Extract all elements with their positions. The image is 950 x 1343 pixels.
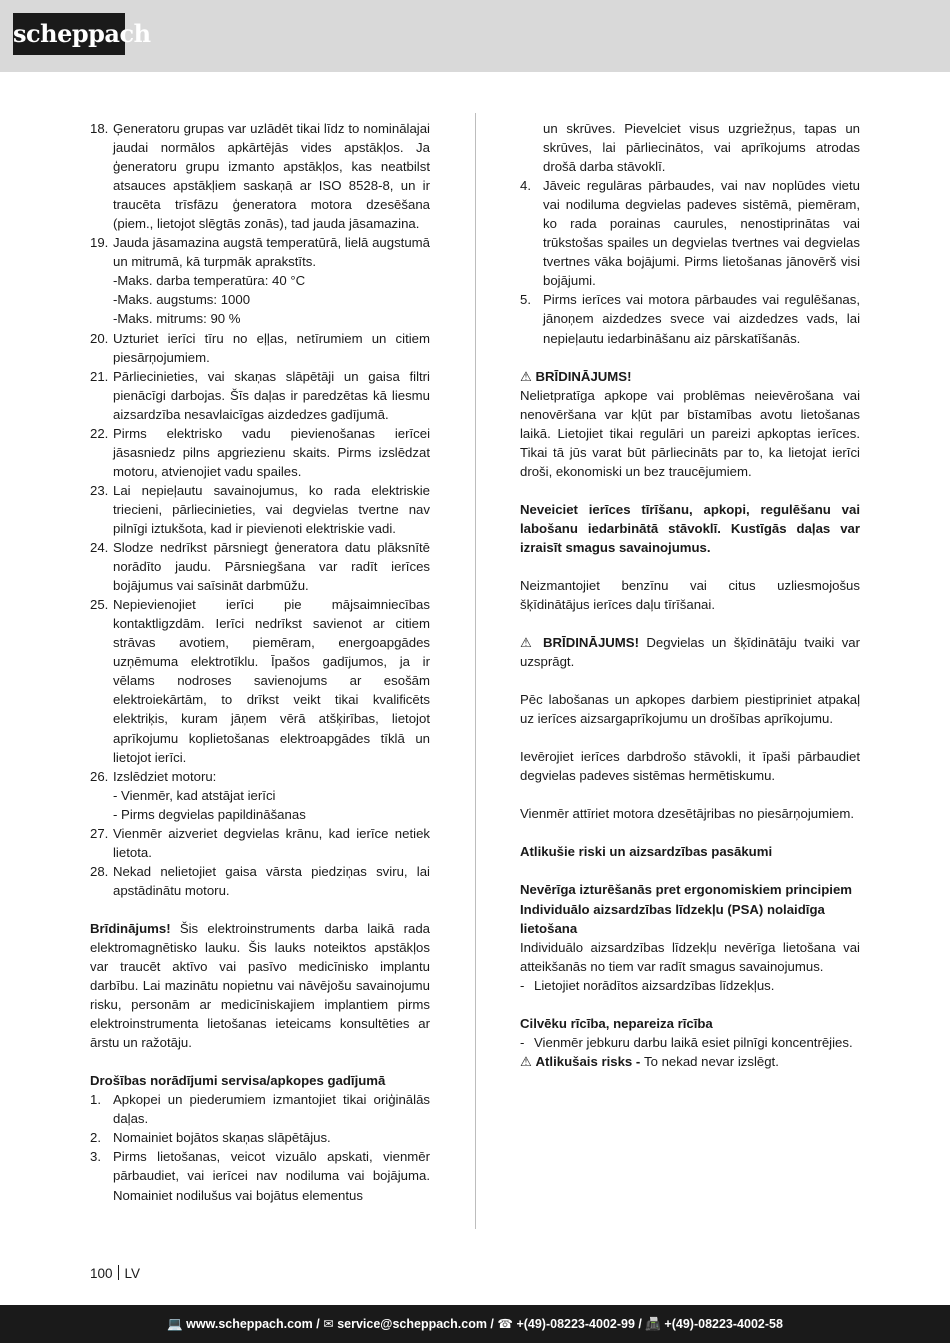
list-item-number: 22. — [90, 425, 109, 441]
list-item-number: 3. — [90, 1149, 101, 1165]
warning-text-2: Degvielas un šķīdinātāju tvaiki var uzsprāgt. — [520, 635, 861, 670]
service-list-continued — [520, 176, 860, 347]
list-item — [90, 1128, 430, 1147]
list-item-text: Lai nepieļautu savainojumus, ko rada elektriskie triecieni, pārliecinieties, vai degvielas tvertne nav pilnīgi iztukšota, kad ir pievienoti elektriskie vadi. — [113, 482, 430, 536]
service-list — [90, 1090, 430, 1204]
list-item — [90, 481, 430, 538]
header-bar — [0, 0, 950, 72]
footer-bar — [0, 1305, 950, 1343]
list-item-number: 24. — [90, 540, 109, 556]
warning-triangle-icon: ⚠ — [520, 368, 532, 384]
ergonomics-heading: Nevērīga izturēšanās pret ergonomiskiem principiem — [520, 882, 852, 898]
right-column — [520, 119, 860, 1071]
list-item-number: 27. — [90, 825, 109, 841]
ppe-bullet — [520, 976, 860, 995]
list-item-text: Slodze nedrīkst pārsniegt ģeneratora datu plāksnītē norādīto jaudu. Pārsniegšana var radīt ierīces bojājumus vai saīsināt darbmūžu. — [113, 540, 430, 594]
list-item-number: 25. — [90, 597, 109, 613]
warning-heading-1 — [520, 367, 860, 386]
list-item-text: Izslēdziet motoru: — [113, 768, 217, 784]
list-item — [90, 1090, 430, 1128]
ppe-text: Individuālo aizsardzības līdzekļu nevērīga lietošana vai atteikšanās no tiem var radīt smagus savainojumus. — [520, 939, 860, 974]
human-bullet — [520, 1033, 860, 1052]
list-item-text: Jāveic regulāras pārbaudes, vai nav noplūdes vietu vai nodiluma degvielas padeves sistēmā, piemēram, ko rada porainas caurules, nenostiprinātas vai trūkstošas spailes un degvielas tvertnes vai degvielas tvertnes vāka bojājumi. Pirms lietošanas jānovērš visi bojājumi. — [543, 178, 860, 289]
footer-website[interactable]: www.scheppach.com — [186, 1317, 313, 1331]
para-position: Ievērojiet ierīces darbdrošo stāvokli, it īpaši pārbaudiet degvielas padeves sistēmas hermētiskumu. — [520, 749, 860, 784]
human-behaviour-heading: Cilvēku rīcība, nepareiza rīcība — [520, 1015, 713, 1031]
emf-warning-label: Brīdinājums! — [90, 920, 171, 936]
service-item3-continued: un skrūves. Pievelciet visus uzgriežņus, tapas un skrūves, lai pārliecinātos, vai aprīkojums atrodas drošā darba stāvoklī. — [543, 121, 860, 175]
sub-list-item: -Maks. darba temperatūra: 40 °C — [113, 273, 306, 289]
list-item — [90, 767, 430, 786]
sub-list-item: -Maks. augstums: 1000 — [113, 292, 251, 308]
page-number — [90, 1265, 140, 1281]
list-item — [90, 233, 430, 271]
para-reattach: Pēc labošanas un apkopes darbiem piestipriniet atpakaļ uz ierīces aizsargaprīkojumu un drošības aprīkojumu. — [520, 692, 860, 727]
list-item-number: 4. — [520, 178, 531, 194]
list-item-text: Jauda jāsamazina augstā temperatūrā, lielā augstumā un mitrumā, kā turpmāk aprakstīts. — [113, 235, 430, 270]
emf-warning-text: Šis elektroinstruments darba laikā rada elektromagnētisko lauku. Šis lauks noteiktos apstākļos var traucēt aktīvo vai pasīvo medicīnisko implantu darbību. Lai mazinātu nopietnu vai nāvējošu savainojumu risku, personām ar medicīniskajiem implantiem pirms elektroinstrumenta lietošanas ieteicams konsultēties ar ārstu un ražotāju. — [90, 920, 430, 1051]
warning-triangle-icon: ⚠ — [520, 635, 536, 651]
list-item-text: Uzturiet ierīci tīru no eļļas, netīrumiem un citiem piesārņojumiem. — [113, 330, 430, 365]
list-item — [90, 119, 430, 233]
residual-risk-line — [520, 1052, 860, 1071]
ppe-bullet-text: Lietojiet norādītos aizsardzības līdzekļus. — [534, 977, 775, 993]
mail-icon: ✉ — [323, 1317, 334, 1331]
page-number-value: 100 — [90, 1266, 113, 1281]
list-item — [90, 824, 430, 862]
list-item — [90, 1147, 430, 1204]
safety-list-b — [90, 329, 430, 786]
list-item-text: Vienmēr aizveriet degvielas krānu, kad ierīce netiek lietota. — [113, 825, 430, 860]
bullet-marker: - — [520, 977, 525, 993]
warning-label-1: BRĪDINĀJUMS! — [535, 368, 632, 384]
footer-email[interactable]: service@scheppach.com — [337, 1317, 487, 1331]
list-item — [90, 862, 430, 900]
list-item-text: Pirms lietošanas, veicot vizuālo apskati, vienmēr pārbaudiet, vai ierīcei nav nodiluma vai bojājuma. Nomainiet nodilušus vai bojātus elementus — [113, 1149, 430, 1203]
list-item — [90, 538, 430, 595]
phone-icon: ☎ — [497, 1317, 513, 1331]
warning-2 — [520, 633, 860, 671]
safety-list-a — [90, 119, 430, 271]
list-item-text: Nekad nelietojiet gaisa vārsta piedziņas sviru, lai apstādinātu motoru. — [113, 863, 430, 898]
emf-warning — [90, 919, 430, 1052]
list-item — [520, 176, 860, 290]
residual-risk-label: Atlikušais risks - — [535, 1053, 644, 1069]
para-clean: Vienmēr attīriet motora dzesētājribas no piesārņojumiem. — [520, 806, 854, 822]
page-language: LV — [124, 1266, 141, 1281]
warning-label-2: BRĪDINĀJUMS! — [543, 635, 639, 651]
sub-list-item: - Vienmēr, kad atstājat ierīci — [113, 787, 276, 803]
warning-text-1: Nelietpratīga apkope vai problēmas neievērošana vai nenovēršana var kļūt par bīstamības avotu lietošanas laikā. Lietojiet tikai regulāri un pareizi apkoptas ierīces. Tikai tā jūs varat būt pārliecināts par to, ka lietojat ierīci droši, ekonomiski un bez traucējumiem. — [520, 387, 860, 479]
list-item-number: 21. — [90, 368, 109, 384]
ppe-heading: Individuālo aizsardzības līdzekļu (PSA) nolaidīga lietošana — [520, 901, 825, 936]
human-bullet-text: Vienmēr jebkuru darbu laikā esiet pilnīgi koncentrējies. — [534, 1034, 853, 1050]
list-item-text: Ģeneratoru grupas var uzlādēt tikai līdz to nominālajai jaudai normālos apkārtējās vides apstākļos. Ja ģeneratoru grupu izmanto apstākļos, kas neatbilst atsauces apstākļiem saskaņā ar ISO 8528-8, un ir traucēta trīsfāzu ģeneratora motora dzesēšana (piem., lietojot slēgtās zonās), tad jauda jāsamazina. — [113, 121, 430, 232]
list-item-text: Nomainiet bojātos skaņas slāpētājus. — [113, 1130, 331, 1146]
column-divider — [475, 113, 476, 1229]
list-item-number: 18. — [90, 121, 109, 136]
list-item — [90, 595, 430, 766]
sub-list-item: -Maks. mitrums: 90 % — [113, 311, 241, 327]
list-item — [90, 367, 430, 424]
list-item — [90, 329, 430, 367]
bullet-marker: - — [520, 1034, 525, 1050]
residual-risk-text: To nekad nevar izslēgt. — [643, 1053, 779, 1069]
warning-triangle-icon: ⚠ — [520, 1053, 532, 1069]
page-number-separator — [118, 1265, 119, 1280]
list-item-number: 5. — [520, 292, 531, 308]
list-item-number: 23. — [90, 482, 109, 498]
fax-icon: 📠 — [645, 1317, 661, 1331]
list-item-number: 1. — [90, 1092, 101, 1108]
bold-notice: Neveiciet ierīces tīrīšanu, apkopi, regulēšanu vai labošanu iedarbinātā stāvoklī. Kustīgās daļas var izraisīt smagus savainojumus. — [520, 501, 860, 555]
list-item-text: Pirms elektrisko vadu pievienošanas ierīcei jāsasniedz pilns apgriezienu skaits. Pirms izslēdzat motoru, atvienojiet vadu spailes. — [113, 425, 430, 479]
list-item-number: 19. — [90, 235, 109, 251]
sub-list-item: - Pirms degvielas papildināšanas — [113, 806, 306, 822]
footer-separator: / — [486, 1317, 498, 1331]
footer-separator: / — [312, 1317, 324, 1331]
item26-sublist — [90, 786, 430, 824]
list-item-text: Pirms ierīces vai motora pārbaudes vai regulēšanas, jānoņem aizdedzes svece vai aizdedzes vads, lai nepieļautu iedarbināšanu aiz pārskatīšanās. — [543, 292, 860, 346]
footer-phone: +(49)-08223-4002-99 — [516, 1317, 635, 1331]
list-item-number: 2. — [90, 1130, 101, 1146]
list-item-number: 26. — [90, 768, 109, 784]
left-column — [90, 119, 430, 1205]
list-item-number: 28. — [90, 863, 109, 879]
safety-list-c — [90, 824, 430, 900]
list-item-text: Apkopei un piederumiem izmantojiet tikai oriģinālās daļas. — [113, 1092, 430, 1127]
service-heading: Drošības norādījumi servisa/apkopes gadījumā — [90, 1073, 386, 1089]
list-item-text: Nepievienojiet ierīci pie mājsaimniecības kontaktligzdām. Ierīci nedrīkst savienot ar citiem strāvas avotiem, piemēram, energoapgādes uzņēmuma elektrotīklu. Īpašos gadījumos, ja ir vēlams nodroses savienojums ar esošām elektroiekārtām, to drīkst veikt tikai kvalificēts elektriķis, kuram jāņem vērā atšķirības, lietojot aprīkojumu koplietošanas elektroapgādes tīklā un lietojot ierīci. — [113, 597, 430, 765]
footer-separator: / — [634, 1317, 646, 1331]
computer-icon: 💻 — [167, 1317, 183, 1331]
list-item-text: Pārliecinieties, vai skaņas slāpētāji un gaisa filtri pienācīgi darbojas. Šīs daļas ir paredzētas kā liesmu aizsardzība nesavlaicīgas aizdedzes gadījumā. — [113, 368, 430, 422]
list-item — [90, 424, 430, 481]
scheppach-logo: scheppach — [13, 13, 125, 55]
list-item-number: 20. — [90, 330, 109, 346]
residual-risks-heading: Atlikušie riski un aizsardzības pasākumi — [520, 844, 773, 860]
item19-sublist — [90, 271, 430, 328]
para-petrol: Neizmantojiet benzīnu vai citus uzliesmojošus šķīdinātājus ierīces daļu tīrīšanai. — [520, 577, 860, 613]
footer-fax: +(49)-08223-4002-58 — [664, 1317, 783, 1331]
list-item — [520, 290, 860, 347]
